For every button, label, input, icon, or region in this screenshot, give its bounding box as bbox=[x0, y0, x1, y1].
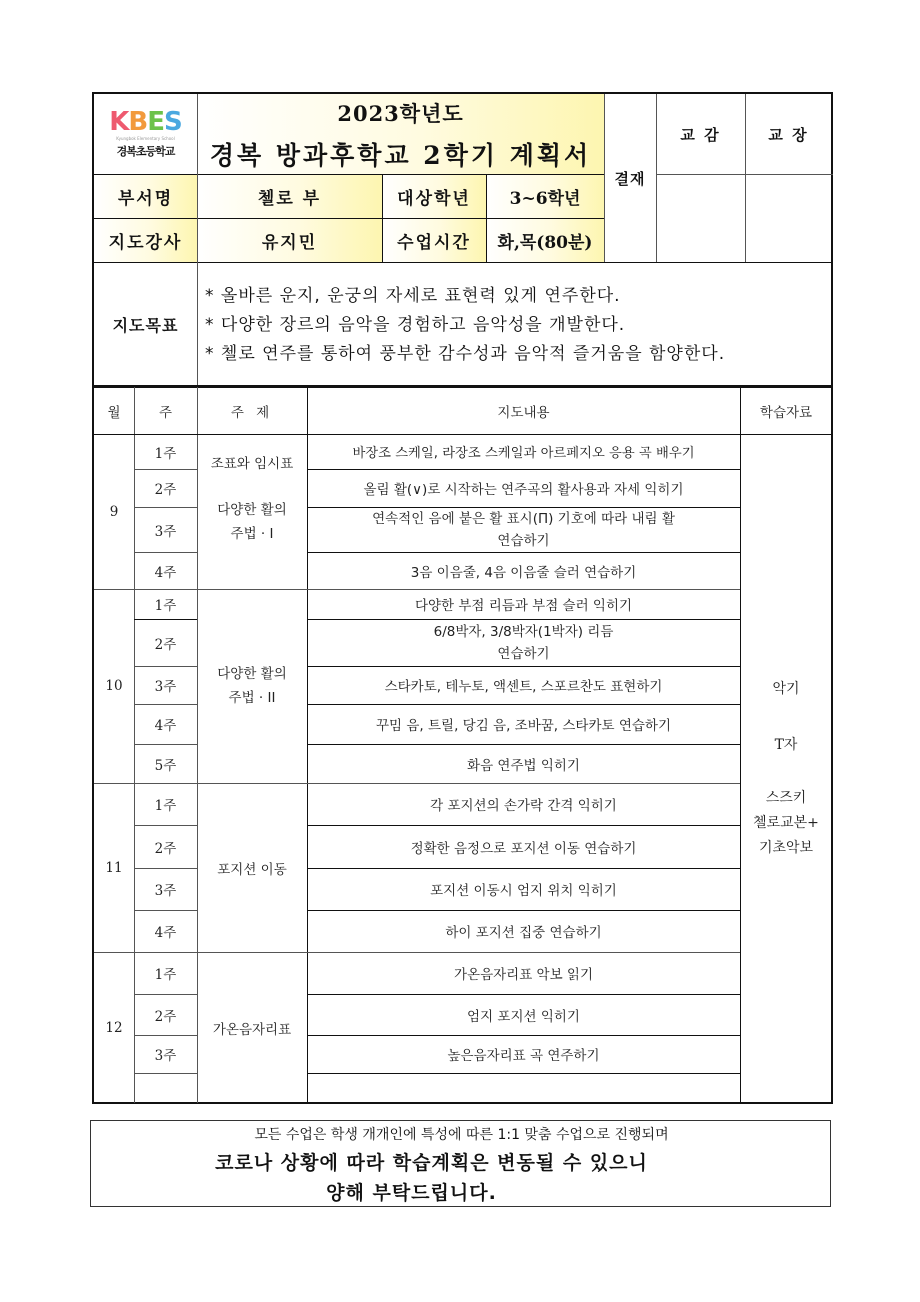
page-title: 경복 방과후학교 2학기 계획서 bbox=[209, 141, 592, 170]
col-header-materials: 학습자료 bbox=[759, 405, 813, 421]
week-cell: 1주 bbox=[154, 598, 177, 614]
content-cell: 포지션 이동시 엄지 위치 익히기 bbox=[430, 883, 617, 899]
content-cell: 3음 이음줄, 4음 이음줄 슬러 연습하기 bbox=[410, 564, 637, 581]
topic-bowing-2: 다양한 활의 주법 · II bbox=[217, 666, 287, 706]
topic-cell-12 bbox=[197, 952, 307, 1103]
material-suzuki: 스즈키 bbox=[765, 790, 807, 806]
approval-principal-sign-box[interactable] bbox=[745, 174, 832, 262]
content-cell: 화음 연주법 익히기 bbox=[467, 757, 580, 774]
content-cell: 연속적인 음에 붙은 활 표시(Π) 기호에 따라 내림 활 연습하기 bbox=[372, 510, 675, 549]
week-cell: 1주 bbox=[154, 967, 177, 983]
week-cell: 3주 bbox=[154, 1048, 177, 1064]
target-grade-label: 대상학년 bbox=[382, 174, 486, 218]
week-cell: 3주 bbox=[154, 523, 177, 540]
col-header-content: 지도내용 bbox=[497, 405, 550, 421]
week-cell: 4주 bbox=[154, 925, 177, 941]
topic-alto-clef: 가온음자리표 bbox=[212, 1021, 292, 1038]
goals-list bbox=[205, 282, 825, 369]
content-cell: 6/8박자, 3/8박자(1박자) 리듬 연습하기 bbox=[433, 623, 614, 662]
week-cell: 1주 bbox=[154, 445, 177, 462]
week-cell: 3주 bbox=[154, 883, 177, 899]
week-cell: 1주 bbox=[154, 798, 177, 814]
content-cell: 각 포지션의 손가락 간격 익히기 bbox=[430, 798, 617, 814]
class-time-label: 수업시간 bbox=[382, 218, 486, 262]
goal-item: * 첼로 연주를 통하여 풍부한 감수성과 음악적 즐거움을 함양한다. bbox=[205, 344, 726, 364]
content-cell: 높은음자리표 곡 연주하기 bbox=[447, 1048, 600, 1064]
topic-cell-10 bbox=[197, 589, 307, 783]
school-logo bbox=[94, 94, 197, 174]
department-label: 부서명 bbox=[94, 174, 197, 218]
week-cell: 3주 bbox=[154, 679, 177, 695]
instructor-value: 유지민 bbox=[197, 218, 382, 262]
approval-vice-principal-label: 교 감 bbox=[680, 126, 721, 144]
approval-vice-principal-sign-box[interactable] bbox=[656, 174, 745, 262]
goal-item: * 다양한 장르의 음악을 경험하고 음악성을 개발한다. bbox=[205, 315, 626, 335]
topic-bowing-1: 다양한 활의 주법 · I bbox=[217, 502, 287, 542]
content-cell: 스타카토, 테누토, 액센트, 스포르찬도 표현하기 bbox=[384, 679, 663, 695]
col-header-topic: 주 제 bbox=[230, 405, 274, 421]
week-cell-empty bbox=[134, 1073, 197, 1103]
col-header-month: 월 bbox=[107, 405, 121, 421]
material-instrument: 악기 bbox=[772, 681, 800, 697]
material-cello-book: 첼로교본+ bbox=[753, 815, 819, 831]
topic-key-signature: 조표와 임시표 bbox=[210, 456, 294, 472]
week-cell: 2주 bbox=[154, 1008, 177, 1025]
notice-line-individual: 모든 수업은 학생 개개인에 특성에 따른 1:1 맞춤 수업으로 진행되며 bbox=[254, 1127, 669, 1143]
content-cell: 바장조 스케일, 라장조 스케일과 아르페지오 응용 곡 배우기 bbox=[352, 446, 695, 461]
topic-cell-11 bbox=[197, 783, 307, 952]
notice-line-covid: 코로나 상황에 따라 학습계획은 변동될 수 있으니 bbox=[215, 1152, 648, 1174]
week-cell: 2주 bbox=[154, 482, 177, 498]
week-cell: 2주 bbox=[154, 840, 177, 857]
approval-principal-label: 교 장 bbox=[768, 126, 809, 144]
week-cell: 4주 bbox=[154, 564, 177, 581]
logo-korean-name: 경복초등학교 bbox=[116, 145, 175, 158]
content-cell: 가온음자리표 악보 읽기 bbox=[454, 967, 593, 983]
class-time-value: 화,목(80분) bbox=[486, 218, 604, 262]
approval-label: 결재 bbox=[614, 170, 646, 188]
material-basic-score: 기초악보 bbox=[758, 840, 814, 856]
logo-english-name: Kyungbok Elementary School bbox=[116, 136, 175, 141]
content-cell: 정확한 음정으로 포지션 이동 연습하기 bbox=[410, 840, 637, 857]
instructor-label: 지도강사 bbox=[94, 218, 197, 262]
week-cell: 4주 bbox=[154, 718, 177, 734]
materials-cell bbox=[740, 434, 832, 1103]
content-cell: 다양한 부점 리듬과 부점 슬러 익히기 bbox=[414, 598, 633, 614]
content-cell: 꾸밈 음, 트릴, 당김 음, 조바꿈, 스타카토 연습하기 bbox=[376, 718, 671, 734]
content-cell-empty bbox=[307, 1073, 740, 1103]
notice-box bbox=[90, 1120, 831, 1207]
week-cell: 2주 bbox=[154, 636, 177, 653]
material-t-ruler: T자 bbox=[774, 737, 798, 753]
notice-line-understanding: 양해 부탁드립니다. bbox=[326, 1182, 497, 1204]
topic-cell-9 bbox=[197, 434, 307, 589]
col-header-week: 주 bbox=[158, 405, 173, 421]
month-cell-11: 11 bbox=[105, 859, 123, 876]
content-cell: 올림 활(∨)로 시작하는 연주곡의 활사용과 자세 익히기 bbox=[363, 482, 684, 498]
month-cell-9: 9 bbox=[109, 503, 119, 520]
week-cell: 5주 bbox=[154, 757, 177, 774]
content-cell: 엄지 포지션 익히기 bbox=[467, 1008, 580, 1025]
content-cell: 하이 포지션 집중 연습하기 bbox=[445, 925, 602, 941]
title-year: 2023학년도 bbox=[337, 101, 464, 126]
goals-label: 지도목표 bbox=[112, 315, 179, 335]
topic-position-shift: 포지션 이동 bbox=[217, 861, 287, 878]
month-cell-12: 12 bbox=[105, 1019, 123, 1036]
target-grade-value: 3~6학년 bbox=[486, 174, 604, 218]
goal-item: * 올바른 운지, 운궁의 자세로 표현력 있게 연주한다. bbox=[205, 286, 621, 306]
month-cell-10: 10 bbox=[105, 678, 123, 694]
department-value: 첼로 부 bbox=[197, 174, 382, 218]
document-title-cell bbox=[197, 94, 604, 174]
logo-kbes-text: KBES bbox=[109, 107, 182, 137]
